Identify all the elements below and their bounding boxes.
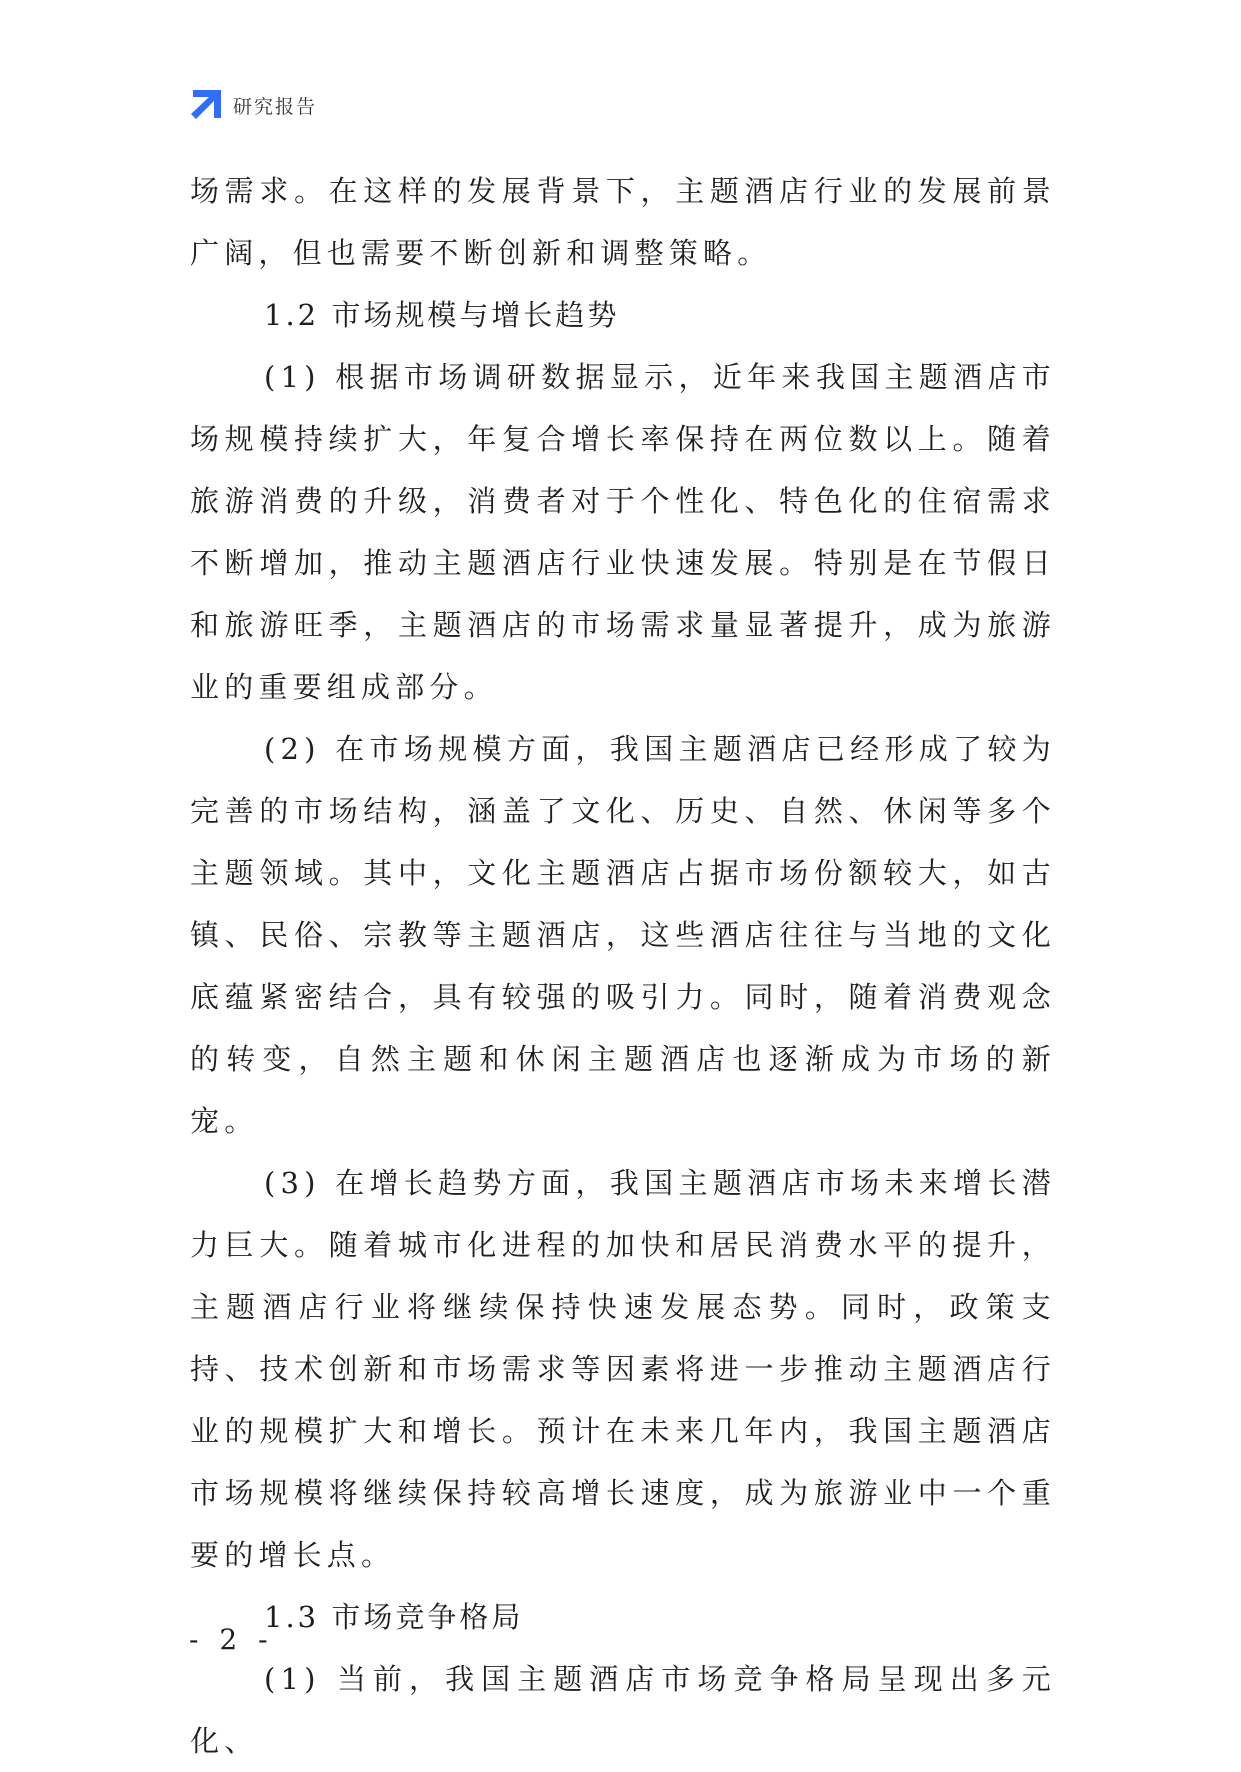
arrow-up-right-icon	[189, 88, 223, 122]
page-number: - 2 -	[189, 1623, 274, 1656]
paragraph-market-scale-2: (2) 在市场规模方面，我国主题酒店已经形成了较为完善的市场结构，涵盖了文化、历史、自然、休闲等多个主题领域。其中，文化主题酒店占据市场份额较大，如古镇、民俗、宗教等主题酒店，这些酒店往往与当地的文化底蕴紧密结合，具有较强的吸引力。同时，随着消费观念的转变，自然主题和休闲主题酒店也逐渐成为市场的新宠。	[190, 732, 1056, 1138]
document-body	[190, 160, 1056, 1772]
section-heading-1-3: 1.3 市场竞争格局	[264, 1600, 524, 1634]
paragraph-growth-trend: (3) 在增长趋势方面，我国主题酒店市场未来增长潜力巨大。随着城市化进程的加快和居民消费水平的提升，主题酒店行业将继续保持快速发展态势。同时，政策支持、技术创新和市场需求等因素将进一步推动主题酒店行业的规模扩大和增长。预计在未来几年内，我国主题酒店市场规模将继续保持较高增长速度，成为旅游业中一个重要的增长点。	[190, 1166, 1056, 1572]
page-header	[189, 88, 317, 122]
section-heading-1-2: 1.2 市场规模与增长趋势	[264, 298, 620, 332]
header-title: 研究报告	[233, 95, 318, 118]
paragraph-competition-1: (1) 当前，我国主题酒店市场竞争格局呈现出多元化、	[190, 1662, 1056, 1758]
paragraph-continued: 场需求。在这样的发展背景下，主题酒店行业的发展前景广阔，但也需要不断创新和调整策略。	[190, 174, 1056, 270]
paragraph-market-scale-1: (1) 根据市场调研数据显示，近年来我国主题酒店市场规模持续扩大，年复合增长率保持在两位数以上。随着旅游消费的升级，消费者对于个性化、特色化的住宿需求不断增加，推动主题酒店行业快速发展。特别是在节假日和旅游旺季，主题酒店的市场需求量显著提升，成为旅游业的重要组成部分。	[190, 360, 1056, 704]
